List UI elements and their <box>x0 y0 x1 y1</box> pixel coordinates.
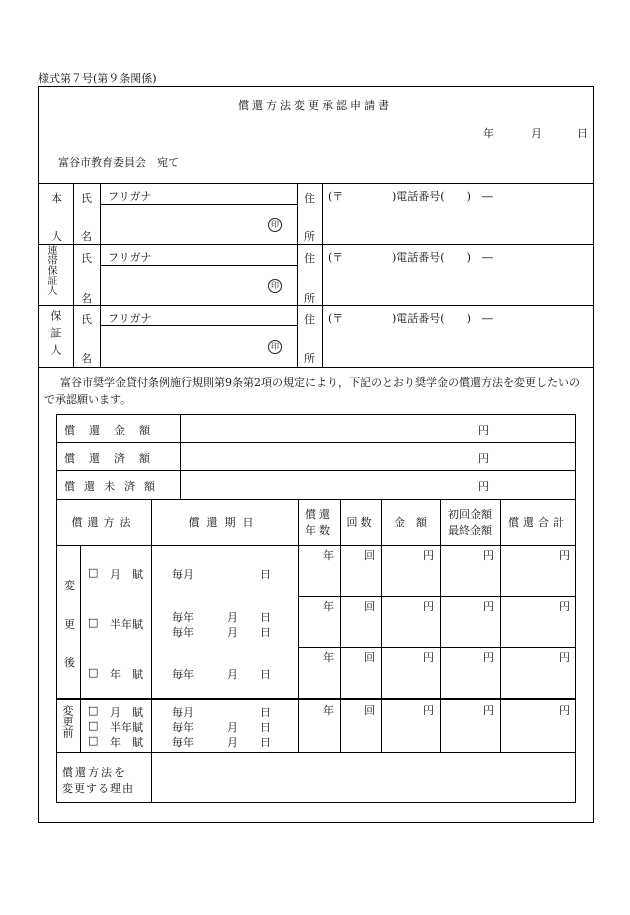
person-label-bottom: 人 <box>51 230 62 243</box>
reason-label: 償還方法を <box>62 766 127 779</box>
period-text: 毎年 月 日 <box>172 668 271 681</box>
divider <box>38 305 594 306</box>
amount-unit: 円 <box>478 452 489 465</box>
divider <box>298 647 576 648</box>
seal-icon: 印 <box>268 279 282 293</box>
unit-yen: 円 <box>559 704 570 717</box>
after-label: 後 <box>64 656 75 669</box>
postal-label: (〒 <box>328 312 344 325</box>
period-text: 毎年 月 日 <box>172 611 271 624</box>
phone-label: )電話番号( ) ― <box>392 190 493 203</box>
name-label: 名 <box>81 230 92 243</box>
unit-count: 回 <box>364 651 375 664</box>
unit-yen: 円 <box>483 704 494 717</box>
unit-yen: 円 <box>483 651 494 664</box>
form-number: 様式第７号(第９条関係) <box>38 72 157 85</box>
before-label: 変更前 <box>61 705 74 738</box>
method-before: 年 賦 <box>110 736 143 749</box>
checkbox-before-semiannual[interactable]: □ <box>88 719 99 732</box>
header-years: 償還 <box>305 508 333 521</box>
header-period: 償還期日 <box>188 516 261 529</box>
unit-yen: 円 <box>483 600 494 613</box>
divider <box>180 414 181 499</box>
method-annual: 年 賦 <box>110 668 143 681</box>
furigana-label: フリガナ <box>108 251 152 264</box>
name-label: 名 <box>81 352 92 365</box>
unit-yen: 円 <box>559 549 570 562</box>
header-count: 回数 <box>346 516 375 529</box>
address-label: 住 <box>304 313 315 326</box>
date-day: 日 <box>577 127 588 140</box>
amount-unit: 円 <box>478 424 489 437</box>
address-label: 所 <box>304 352 315 365</box>
name-label: 氏 <box>81 252 92 265</box>
unit-year: 年 <box>323 549 334 562</box>
period-text: 毎年 月 日 <box>172 736 271 749</box>
divider <box>80 545 81 752</box>
divider <box>38 367 594 368</box>
seal-icon: 印 <box>268 340 282 354</box>
divider <box>56 442 576 443</box>
unit-yen: 円 <box>423 704 434 717</box>
checkbox-monthly[interactable]: □ <box>88 566 99 579</box>
period-text: 毎年 月 日 <box>172 721 271 734</box>
unit-year: 年 <box>323 600 334 613</box>
unit-yen: 円 <box>559 651 570 664</box>
name-label: 氏 <box>81 313 92 326</box>
divider <box>38 244 594 245</box>
guarantor-label: 連帯保証人 <box>45 245 56 295</box>
address-label: 所 <box>304 230 315 243</box>
amount-label: 償還未済額 <box>64 480 164 493</box>
header-method: 償還方法 <box>71 516 136 529</box>
header-years: 年数 <box>305 524 333 537</box>
header-first-amount: 初回金額 <box>448 508 492 521</box>
furigana-label: フリガナ <box>108 312 152 325</box>
checkbox-before-annual[interactable]: □ <box>88 734 99 747</box>
divider <box>56 545 576 546</box>
guarantor-label: 保証人 <box>49 310 62 361</box>
header-amount: 金 額 <box>394 516 427 529</box>
method-before: 月 賦 <box>110 706 143 719</box>
divider <box>298 596 576 597</box>
unit-yen: 円 <box>423 600 434 613</box>
seal-icon: 印 <box>268 218 282 232</box>
divider <box>56 470 576 471</box>
header-total: 償還合計 <box>508 516 568 529</box>
method-monthly: 月 賦 <box>110 568 143 581</box>
method-semiannual: 半年賦 <box>110 618 143 631</box>
divider <box>38 183 594 184</box>
period-text: 毎年 月 日 <box>172 626 271 639</box>
addressee: 富谷市教育委員会 宛て <box>58 156 179 169</box>
date-month: 月 <box>531 127 542 140</box>
divider <box>56 698 576 700</box>
statement-text: 富谷市奨学金貸付条例施行規則第9条第2項の規定により，下記のとおり奨学金の償還方法を変更したいので承認願います。 <box>44 376 580 406</box>
reason-label: 変更する理由 <box>62 782 134 795</box>
header-last-amount: 最終金額 <box>448 524 492 537</box>
checkbox-before-monthly[interactable]: □ <box>88 704 99 717</box>
period-text: 毎月 日 <box>172 706 271 719</box>
address-label: 住 <box>304 252 315 265</box>
checkbox-semiannual[interactable]: □ <box>88 616 99 629</box>
after-label: 変 <box>64 579 75 592</box>
postal-label: (〒 <box>328 251 344 264</box>
unit-count: 回 <box>364 549 375 562</box>
name-label: 氏 <box>81 192 92 205</box>
after-label: 更 <box>64 618 75 631</box>
amount-unit: 円 <box>478 480 489 493</box>
furigana-label: フリガナ <box>108 190 152 203</box>
divider <box>100 265 297 266</box>
period-text: 毎月 日 <box>172 568 271 581</box>
date-year: 年 <box>483 127 494 140</box>
divider <box>56 752 576 753</box>
person-label-top: 本 <box>51 192 62 205</box>
unit-yen: 円 <box>559 600 570 613</box>
method-before: 半年賦 <box>110 721 143 734</box>
unit-year: 年 <box>323 704 334 717</box>
divider <box>322 183 323 367</box>
unit-year: 年 <box>323 651 334 664</box>
page-title: 償還方法変更承認申請書 <box>238 99 392 112</box>
amount-label: 償還金額 <box>64 424 164 437</box>
divider <box>100 183 101 367</box>
name-label: 名 <box>81 292 92 305</box>
phone-label: )電話番号( ) ― <box>392 312 493 325</box>
amount-label: 償還済額 <box>64 452 164 465</box>
unit-yen: 円 <box>483 549 494 562</box>
unit-yen: 円 <box>423 651 434 664</box>
phone-label: )電話番号( ) ― <box>392 251 493 264</box>
address-label: 住 <box>304 192 315 205</box>
postal-label: (〒 <box>328 190 344 203</box>
address-label: 所 <box>304 292 315 305</box>
divider <box>73 183 74 367</box>
divider <box>297 183 298 367</box>
unit-yen: 円 <box>423 549 434 562</box>
unit-count: 回 <box>364 704 375 717</box>
checkbox-annual[interactable]: □ <box>88 666 99 679</box>
unit-count: 回 <box>364 600 375 613</box>
divider <box>100 204 297 205</box>
